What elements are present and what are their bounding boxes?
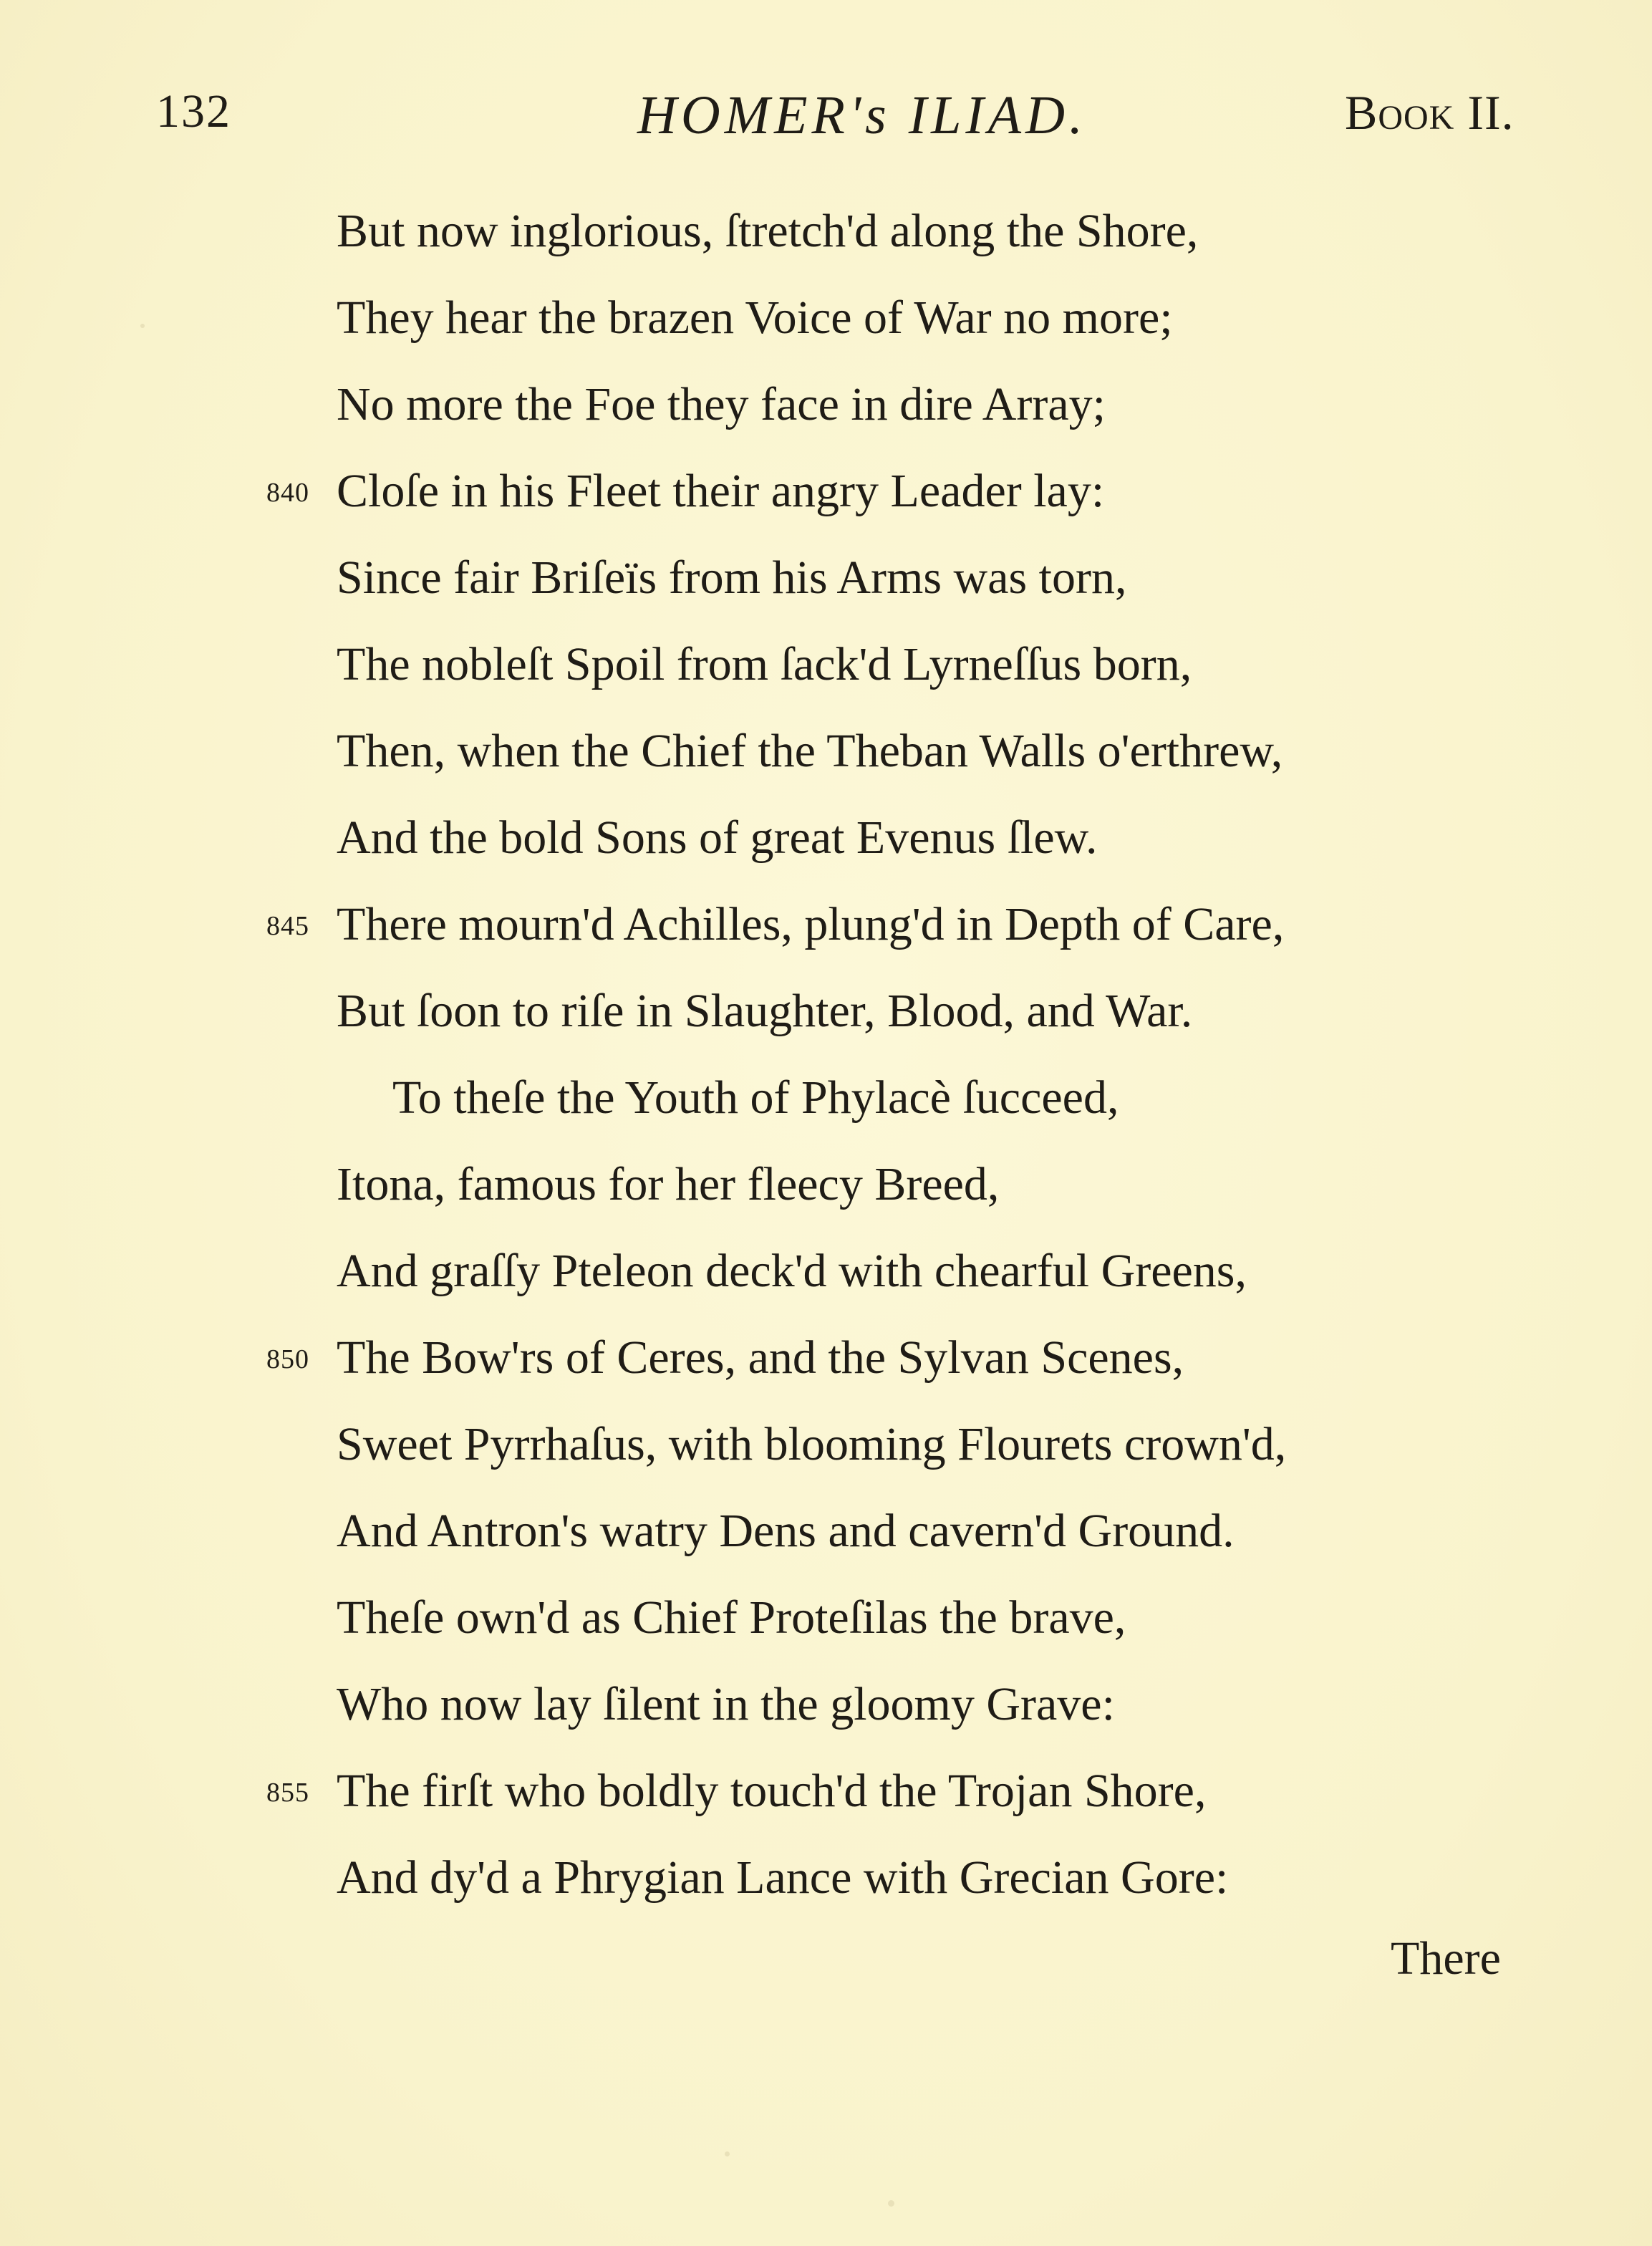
verse-line-text: But now inglorious, ſtretch'd along the Shore,: [337, 205, 1199, 257]
paper-fleck: [140, 324, 145, 328]
verse-line-text: And the bold Sons of great Evenus ſlew.: [337, 811, 1098, 864]
verse-line-text: And Antron's watry Dens and cavern'd Ground.: [337, 1505, 1235, 1557]
verse-line: [337, 1145, 999, 1224]
verse-line-text: Since fair Briſeïs from his Arms was torn,: [337, 551, 1127, 604]
verse-line: [337, 1405, 1286, 1484]
verse-line-text: There mourn'd Achilles, plung'd in Depth of Care,: [337, 898, 1285, 950]
verse-line-text: They hear the brazen Voice of War no more;: [337, 291, 1173, 344]
line-number: 855: [266, 1778, 309, 1808]
verse-line-text: Then, when the Chief the Theban Walls o'erthrew,: [337, 725, 1283, 777]
verse-line-text: Sweet Pyrrhaſus, with blooming Flourets crown'd,: [337, 1418, 1287, 1470]
verse-line: [337, 192, 1198, 271]
verse-line: [266, 452, 1105, 531]
verse-line: [337, 279, 1173, 357]
verse-line: [337, 539, 1127, 617]
verse-line-text: The nobleſt Spoil from ſack'd Lyrneſſus born,: [337, 638, 1192, 690]
verse-line: [266, 1319, 1184, 1397]
verse-line: [337, 1665, 1115, 1744]
verse-line: [337, 365, 1106, 444]
verse-line: [337, 799, 1098, 877]
verse-line: [337, 1492, 1235, 1571]
verse-line: [337, 712, 1283, 791]
verse-line-text: Cloſe in his Fleet their angry Leader lay:: [337, 465, 1105, 517]
verse-line: [266, 1752, 1207, 1831]
verse-line-text: To theſe the Youth of Phylacè ſucceed,: [392, 1071, 1119, 1124]
verse-line-text: The Bow'rs of Ceres, and the Sylvan Scenes,: [337, 1331, 1184, 1384]
page-number: 132: [156, 85, 231, 138]
verse-line: [266, 885, 1285, 964]
paper-fleck: [888, 2200, 894, 2207]
verse-line-text: And dy'd a Phrygian Lance with Grecian Gore:: [337, 1851, 1229, 1904]
paper-fleck: [725, 2151, 730, 2156]
page-header: [0, 85, 1652, 163]
verse-line-text: The firſt who boldly touch'd the Trojan Shore,: [337, 1765, 1207, 1817]
line-number: 845: [266, 911, 309, 941]
verse-line: [337, 1232, 1247, 1311]
verse-line: [337, 1838, 1228, 1917]
verse-line-text: And graſſy Pteleon deck'd with chearful Greens,: [337, 1245, 1247, 1297]
line-number: 840: [266, 478, 309, 508]
verse-line-text: Who now lay ſilent in the gloomy Grave:: [337, 1678, 1115, 1730]
book-label: Book II.: [1345, 85, 1515, 140]
catchword: There: [1391, 1932, 1501, 1985]
verse-line: [392, 1059, 1119, 1137]
verse-line-text: Itona, famous for her fleecy Breed,: [337, 1158, 1000, 1210]
verse-line-text: But ſoon to riſe in Slaughter, Blood, and War.: [337, 985, 1193, 1037]
line-number: 850: [266, 1344, 309, 1374]
verse-line: [337, 1579, 1126, 1657]
verse-line: [337, 972, 1192, 1051]
verse-line-text: Theſe own'd as Chief Proteſilas the brave,: [337, 1591, 1126, 1644]
verse-line: [337, 625, 1192, 704]
verse-line-text: No more the Foe they face in dire Array;: [337, 378, 1106, 430]
running-title: HOMER's ILIAD.: [637, 85, 1087, 145]
